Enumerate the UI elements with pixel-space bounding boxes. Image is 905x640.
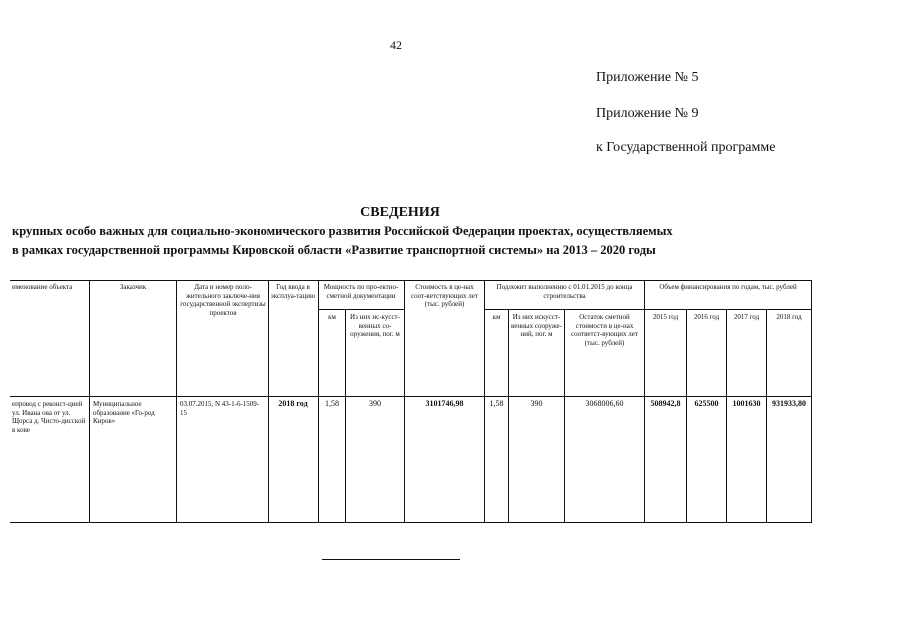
document-title: СВЕДЕНИЯ [360, 205, 440, 220]
row-object-name: епровод с реконст-цией ул. Ивана ова от ул. Щорса д. Чисто-дисской в кове [12, 400, 86, 434]
header-remaining: Подлежит выполнению с 01.01.2015 до конца строительства [496, 283, 633, 300]
row-capacity-km: 1,58 [325, 400, 339, 408]
footnote-separator-line [322, 559, 460, 560]
header-capacity-structures: Из них ис-кусст-венных со-оружения, пог. м [350, 313, 400, 338]
document-subtitle-line-1: крупных особо важных для социально-экономического развития Российской Федерации проектах, осуществляемых [12, 224, 673, 238]
header-year-2015: 2015 год [652, 313, 679, 321]
header-capacity: Мощность по про-ектно-сметной документации [323, 283, 399, 300]
row-remaining-cost: 3068006,60 [585, 400, 624, 408]
header-financing: Объем финансирования по годам, тыс. рублей [659, 283, 797, 291]
row-remaining-km: 1,58 [489, 400, 504, 408]
header-remaining-structures: Из них искусст-венных сооруже-ний, пог. м [511, 313, 562, 338]
page-number: 42 [390, 38, 402, 52]
row-customer: Муниципальное образование «Го-род Киров» [93, 400, 155, 425]
document-subtitle-line-2: в рамках государственной программы Кировской области «Развитие транспортной системы» на 2013 – 2020 годы [12, 243, 656, 257]
header-remaining-cost: Остаток сметной стоимости в це-нах соответст-вующих лет (тыс. рублей) [571, 313, 638, 347]
header-object-name: именование объекта [12, 283, 73, 291]
header-remaining-km: км [492, 313, 501, 321]
header-year-2017: 2017 год [733, 313, 760, 321]
appendix-line-2: Приложение № 9 [596, 106, 699, 121]
header-year-2018: 2018 год [776, 313, 802, 321]
row-financing-2016: 625500 [694, 400, 719, 408]
header-cost: Стоимость в це-нах соот-ветствующих лет (тыс. рублей) [411, 283, 478, 308]
row-expertise: 03.07.2015, N 43-1-6-1509-15 [180, 400, 260, 417]
row-commission-year: 2018 год [278, 400, 308, 408]
row-capacity-structures: 390 [369, 400, 381, 408]
row-financing-2018: 931933,80 [772, 400, 806, 408]
header-capacity-km: км [328, 313, 336, 321]
appendix-line-3: к Государственной программе [596, 140, 776, 155]
appendix-line-1: Приложение № 5 [596, 70, 699, 85]
row-remaining-structures: 390 [530, 400, 543, 408]
header-year-2016: 2016 год [693, 313, 720, 321]
row-financing-2015: 508942,8 [650, 400, 681, 408]
row-cost: 3101746,98 [425, 400, 464, 408]
row-financing-2017: 1001630 [732, 400, 761, 408]
header-expertise: Дата и номер поло-жительного заключе-ния государственной экспертизы проектов [180, 283, 266, 317]
header-customer: Заказчик [119, 283, 147, 291]
header-commission-year: Год ввода в эксплуа-тацию [270, 283, 316, 300]
